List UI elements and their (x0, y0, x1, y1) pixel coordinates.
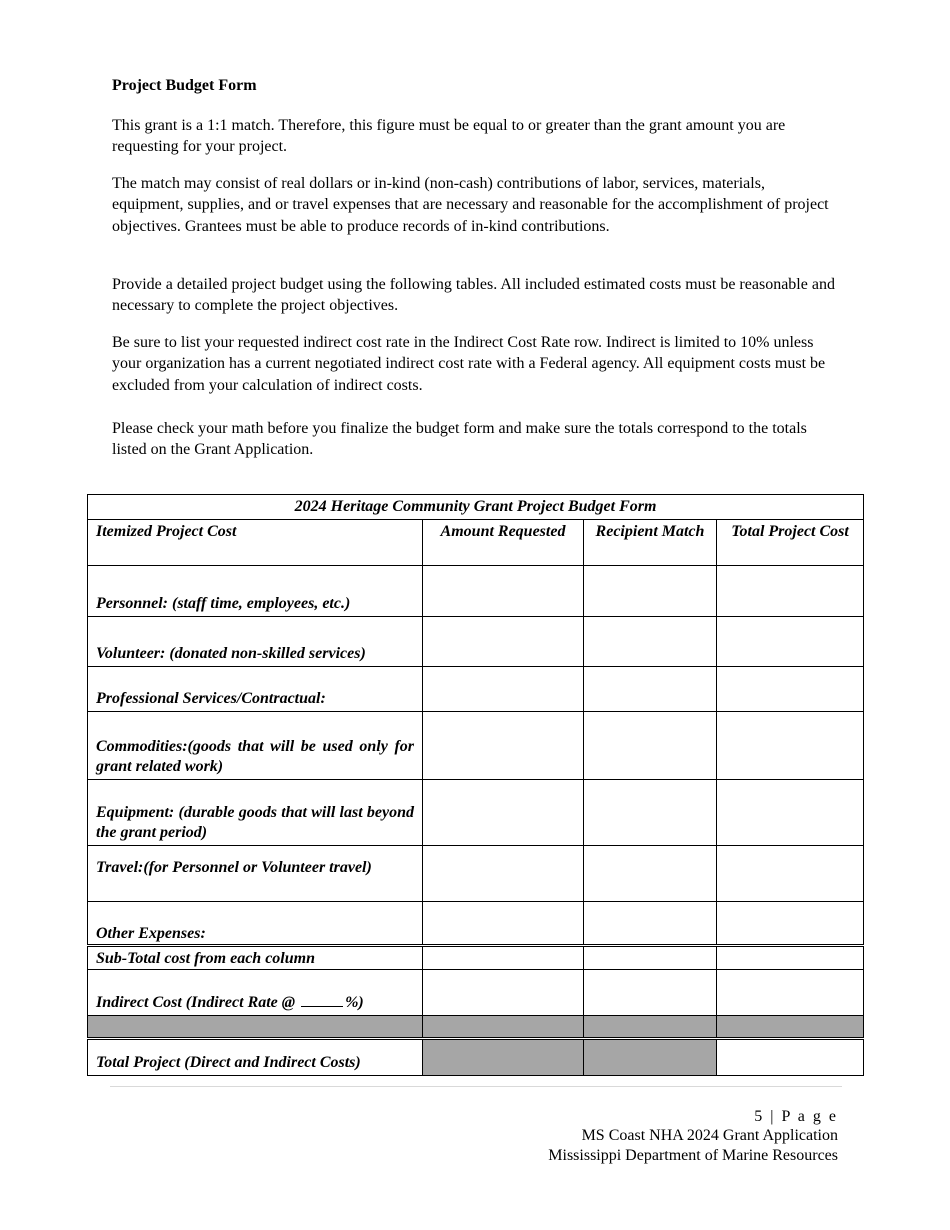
shaded-cell (717, 1016, 864, 1039)
equipment-match-cell[interactable] (584, 780, 717, 846)
row-label-total: Total Project (Direct and Indirect Costs) (88, 1039, 423, 1076)
budget-table (87, 494, 864, 1076)
subtotal-amount-cell[interactable] (423, 946, 584, 970)
table-title: 2024 Heritage Community Grant Project Budget Form (88, 495, 864, 520)
professional-total-cell[interactable] (717, 667, 864, 712)
header-amount-requested: Amount Requested (423, 520, 584, 566)
paragraph-detailed-budget: Provide a detailed project budget using the following tables. All included estimated costs must be reasonable and necessary to complete the project objectives. (112, 276, 835, 315)
professional-amount-cell[interactable] (423, 667, 584, 712)
table-row (88, 946, 864, 970)
commodities-match-cell[interactable] (584, 712, 717, 780)
travel-amount-cell[interactable] (423, 846, 584, 902)
table-row (88, 566, 864, 617)
table-row (88, 712, 864, 780)
equipment-total-cell[interactable] (717, 780, 864, 846)
paragraph-indirect-rate: Be sure to list your requested indirect cost rate in the Indirect Cost Rate row. Indirect is limited to 10% unless your organization has a current negotiated indirect cost rate with a Federal agency. All equipment costs must be excluded from your calculation of indirect costs. (112, 334, 826, 394)
row-label-professional: Professional Services/Contractual: (88, 667, 423, 712)
row-label-indirect (88, 970, 423, 1016)
table-row (88, 846, 864, 902)
total-project-cost-cell[interactable] (717, 1039, 864, 1076)
subtotal-match-cell[interactable] (584, 946, 717, 970)
indirect-label-suffix: %) (345, 994, 364, 1011)
indirect-match-cell[interactable] (584, 970, 717, 1016)
personnel-total-cell[interactable] (717, 566, 864, 617)
row-label-subtotal: Sub-Total cost from each column (88, 946, 423, 970)
indirect-label-prefix: Indirect Cost (Indirect Rate @ (96, 994, 296, 1011)
total-match-cell-shaded (584, 1039, 717, 1076)
indirect-rate-blank[interactable] (301, 992, 343, 1007)
travel-match-cell[interactable] (584, 846, 717, 902)
table-header-row (88, 520, 864, 566)
footer-divider (110, 1086, 842, 1087)
header-itemized-cost: Itemized Project Cost (88, 520, 423, 566)
indirect-total-cell[interactable] (717, 970, 864, 1016)
table-row (88, 780, 864, 846)
volunteer-total-cell[interactable] (717, 617, 864, 667)
table-row (88, 667, 864, 712)
paragraph-check-math: Please check your math before you finalize the budget form and make sure the totals correspond to the totals listed on the Grant Application. (112, 420, 807, 459)
professional-match-cell[interactable] (584, 667, 717, 712)
row-label-volunteer: Volunteer: (donated non-skilled services) (88, 617, 423, 667)
table-row (88, 970, 864, 1016)
personnel-match-cell[interactable] (584, 566, 717, 617)
table-row (88, 1039, 864, 1076)
volunteer-match-cell[interactable] (584, 617, 717, 667)
header-total-project-cost: Total Project Cost (717, 520, 864, 566)
shaded-cell (584, 1016, 717, 1039)
commodities-amount-cell[interactable] (423, 712, 584, 780)
shaded-cell (423, 1016, 584, 1039)
travel-total-cell[interactable] (717, 846, 864, 902)
paragraph-match: This grant is a 1:1 match. Therefore, this figure must be equal to or greater than the grant amount you are requesting for your project. (112, 117, 786, 156)
footer-department: Mississippi Department of Marine Resources (548, 1147, 838, 1164)
header-recipient-match: Recipient Match (584, 520, 717, 566)
personnel-amount-cell[interactable] (423, 566, 584, 617)
row-label-other: Other Expenses: (88, 902, 423, 946)
equipment-amount-cell[interactable] (423, 780, 584, 846)
commodities-total-cell[interactable] (717, 712, 864, 780)
section-heading: Project Budget Form (112, 77, 257, 94)
shaded-spacer-row (88, 1016, 864, 1039)
subtotal-total-cell[interactable] (717, 946, 864, 970)
table-row (88, 617, 864, 667)
row-label-travel: Travel:(for Personnel or Volunteer travel) (88, 846, 423, 902)
row-label-equipment: Equipment: (durable goods that will last beyond the grant period) (88, 780, 423, 846)
total-amount-cell-shaded (423, 1039, 584, 1076)
other-total-cell[interactable] (717, 902, 864, 946)
footer-application-title: MS Coast NHA 2024 Grant Application (581, 1127, 838, 1144)
row-label-commodities: Commodities:(goods that will be used only for grant related work) (88, 712, 423, 780)
other-match-cell[interactable] (584, 902, 717, 946)
shaded-cell (88, 1016, 423, 1039)
paragraph-in-kind: The match may consist of real dollars or in-kind (non-cash) contributions of labor, services, materials, equipment, supplies, and or travel expenses that are necessary and reasonable for the accomplishment of project objectives. Grantees must be able to produce records of in-kind contributions. (112, 175, 829, 235)
row-label-personnel: Personnel: (staff time, employees, etc.) (88, 566, 423, 617)
other-amount-cell[interactable] (423, 902, 584, 946)
indirect-amount-cell[interactable] (423, 970, 584, 1016)
table-title-row (88, 495, 864, 520)
page-number: 5 | P a g e (754, 1108, 838, 1125)
volunteer-amount-cell[interactable] (423, 617, 584, 667)
table-row (88, 902, 864, 946)
